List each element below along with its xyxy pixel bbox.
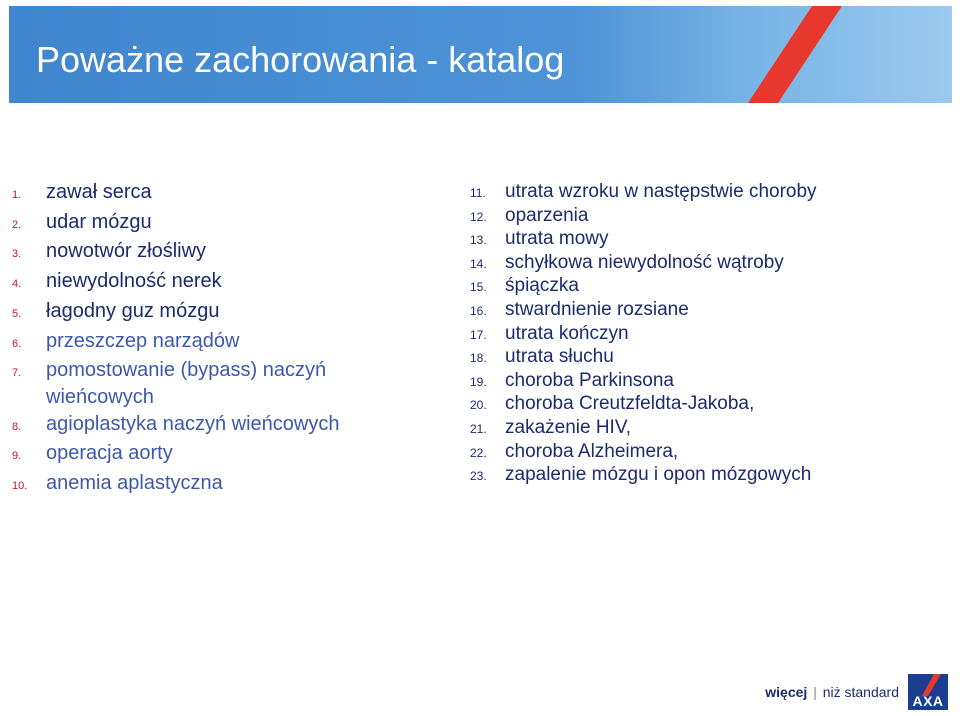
item-number: 11. xyxy=(470,186,486,200)
list-item xyxy=(12,440,422,470)
item-number: 5. xyxy=(12,307,22,320)
footer-brand xyxy=(765,674,948,710)
item-text: choroba Alzheimera, xyxy=(505,440,679,462)
list-item xyxy=(470,346,930,370)
item-text: oparzenia xyxy=(505,204,589,226)
item-number: 6. xyxy=(12,337,22,350)
item-text: utrata mowy xyxy=(505,228,609,250)
item-text: udar mózgu xyxy=(46,210,152,233)
item-text: choroba Creutzfeldta-Jakoba, xyxy=(505,393,755,415)
item-text: zapalenie mózgu i opon mózgowych xyxy=(505,464,812,486)
item-number: 12. xyxy=(470,209,487,224)
list-item xyxy=(470,370,930,394)
item-text: utrata kończyn xyxy=(505,322,629,344)
item-number: 17. xyxy=(470,327,487,342)
logo-text: AXA xyxy=(912,693,944,709)
list-item xyxy=(470,464,930,488)
item-number: 2. xyxy=(12,218,22,231)
red-stripe-shape xyxy=(748,6,842,103)
item-number: 10. xyxy=(12,480,28,493)
item-number: 18. xyxy=(470,351,487,366)
list-item xyxy=(470,275,930,299)
page-title: Poważne zachorowania - katalog xyxy=(36,39,565,80)
right-list xyxy=(470,181,930,488)
list-item xyxy=(12,298,422,328)
list-item xyxy=(12,357,422,410)
list-item xyxy=(470,441,930,465)
item-number: 8. xyxy=(12,420,22,433)
item-text: agioplastyka naczyń wieńcowych xyxy=(46,412,340,435)
item-text: śpiączka xyxy=(505,275,579,297)
item-number: 14. xyxy=(470,256,487,271)
list-item xyxy=(12,411,422,441)
item-text: choroba Parkinsona xyxy=(505,369,674,391)
list-item xyxy=(12,470,422,500)
list-item xyxy=(470,323,930,347)
item-text: utrata wzroku w następstwie choroby xyxy=(505,181,817,202)
list-item xyxy=(12,268,422,298)
slogan-separator: | xyxy=(813,684,817,700)
item-text: pomostowanie (bypass) naczyń wieńcowych xyxy=(46,359,327,408)
header-banner xyxy=(9,6,952,103)
item-number: 15. xyxy=(470,280,487,295)
item-text: anemia aplastyczna xyxy=(46,472,223,495)
item-number: 16. xyxy=(470,303,487,318)
item-text: zawał serca xyxy=(46,181,152,203)
list-item xyxy=(470,181,930,205)
item-number: 7. xyxy=(12,367,22,380)
item-text: stwardnienie rozsiane xyxy=(505,298,689,320)
item-number: 4. xyxy=(12,278,22,291)
item-text: schyłkowa niewydolność wątroby xyxy=(505,251,784,273)
list-item xyxy=(470,417,930,441)
item-text: przeszczep narządów xyxy=(46,329,240,352)
list-item xyxy=(12,328,422,358)
list-item xyxy=(470,393,930,417)
item-number: 23. xyxy=(470,469,487,484)
slogan-rest: niż standard xyxy=(822,684,899,700)
item-number: 19. xyxy=(470,374,487,389)
item-number: 22. xyxy=(470,445,487,460)
list-item xyxy=(470,252,930,276)
item-number: 13. xyxy=(470,233,487,248)
item-number: 21. xyxy=(470,421,487,436)
slogan xyxy=(765,684,899,700)
list-item xyxy=(470,205,930,229)
axa-logo xyxy=(908,674,948,710)
item-text: zakażenie HIV, xyxy=(505,416,632,438)
item-number: 3. xyxy=(12,248,22,261)
list-item xyxy=(12,209,422,239)
item-text: nowotwór złośliwy xyxy=(46,240,207,263)
item-text: operacja aorty xyxy=(46,442,173,465)
item-number: 20. xyxy=(470,398,487,413)
list-item xyxy=(12,179,422,209)
list-item xyxy=(470,228,930,252)
left-list xyxy=(12,179,422,500)
list-item xyxy=(12,238,422,268)
list-item xyxy=(470,299,930,323)
item-text: łagodny guz mózgu xyxy=(46,299,220,322)
item-number: 9. xyxy=(12,450,22,463)
item-text: utrata słuchu xyxy=(505,346,614,368)
item-number: 1. xyxy=(12,189,22,201)
slogan-bold: więcej xyxy=(765,684,808,700)
item-text: niewydolność nerek xyxy=(46,270,222,293)
